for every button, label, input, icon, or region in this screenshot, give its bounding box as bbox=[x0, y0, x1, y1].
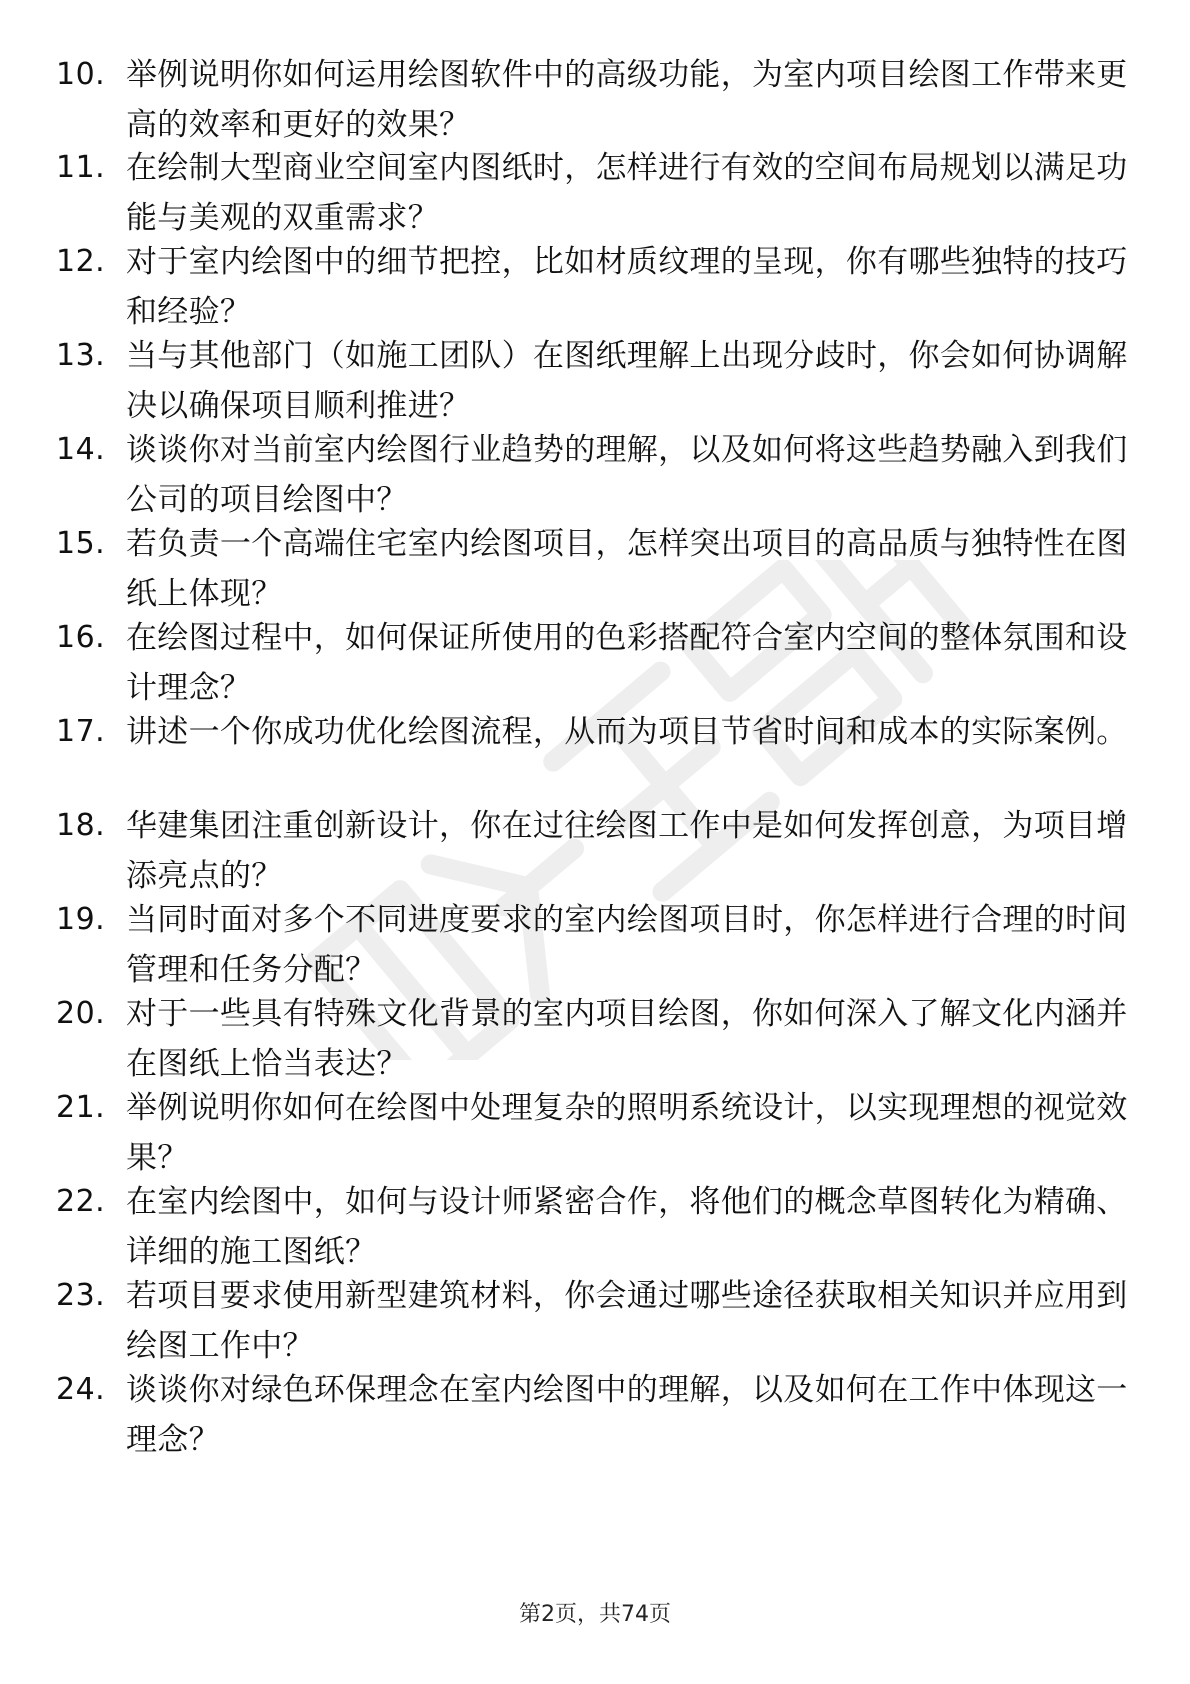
question-item bbox=[0, 50, 1190, 150]
question-text: 在绘制大型商业空间室内图纸时，怎样进行有效的空间布局规划以满足功能与美观的双重需求？ bbox=[126, 150, 1128, 236]
question-text: 对于一些具有特殊文化背景的室内项目绘图，你如何深入了解文化内涵并在图纸上恰当表达？ bbox=[126, 996, 1128, 1082]
question-number: 21. bbox=[56, 1090, 106, 1125]
question-number: 13. bbox=[56, 338, 106, 373]
question-number: 14. bbox=[56, 432, 106, 467]
question-number: 16. bbox=[56, 620, 106, 655]
question-item bbox=[0, 425, 1190, 525]
question-item bbox=[0, 707, 1190, 807]
question-text: 谈谈你对绿色环保理念在室内绘图中的理解，以及如何在工作中体现这一理念？ bbox=[126, 1372, 1128, 1458]
question-number: 23. bbox=[56, 1278, 106, 1313]
question-number: 18. bbox=[56, 808, 106, 843]
question-item bbox=[0, 143, 1190, 243]
question-number: 10. bbox=[56, 57, 106, 92]
question-item bbox=[0, 1271, 1190, 1371]
question-number: 17. bbox=[56, 714, 106, 749]
question-item bbox=[0, 613, 1190, 713]
question-item bbox=[0, 237, 1190, 337]
question-item bbox=[0, 1177, 1190, 1277]
question-item bbox=[0, 989, 1190, 1089]
page-footer: 第2页，共74页 bbox=[519, 1602, 671, 1627]
question-text: 若项目要求使用新型建筑材料，你会通过哪些途径获取相关知识并应用到绘图工作中？ bbox=[126, 1278, 1128, 1364]
question-number: 24. bbox=[56, 1372, 106, 1407]
question-text: 举例说明你如何运用绘图软件中的高级功能，为室内项目绘图工作带来更高的效率和更好的效果？ bbox=[126, 57, 1128, 143]
question-number: 22. bbox=[56, 1184, 106, 1219]
question-text: 在绘图过程中，如何保证所使用的色彩搭配符合室内空间的整体氛围和设计理念？ bbox=[126, 620, 1128, 706]
question-text: 举例说明你如何在绘图中处理复杂的照明系统设计，以实现理想的视觉效果？ bbox=[126, 1090, 1128, 1176]
question-number: 12. bbox=[56, 244, 106, 279]
question-text: 对于室内绘图中的细节把控，比如材质纹理的呈现，你有哪些独特的技巧和经验？ bbox=[126, 244, 1128, 330]
question-item bbox=[0, 331, 1190, 431]
question-number: 11. bbox=[56, 150, 106, 185]
question-text: 讲述一个你成功优化绘图流程，从而为项目节省时间和成本的实际案例。 bbox=[126, 714, 1128, 750]
question-text: 华建集团注重创新设计，你在过往绘图工作中是如何发挥创意，为项目增添亮点的？ bbox=[126, 808, 1128, 894]
question-text: 在室内绘图中，如何与设计师紧密合作，将他们的概念草图转化为精确、详细的施工图纸？ bbox=[126, 1184, 1128, 1270]
question-item bbox=[0, 895, 1190, 995]
question-text: 当同时面对多个不同进度要求的室内绘图项目时，你怎样进行合理的时间管理和任务分配？ bbox=[126, 902, 1128, 988]
question-item bbox=[0, 1365, 1190, 1465]
question-number: 15. bbox=[56, 526, 106, 561]
question-text: 当与其他部门（如施工团队）在图纸理解上出现分歧时，你会如何协调解决以确保项目顺利推进？ bbox=[126, 338, 1128, 424]
question-item bbox=[0, 1083, 1190, 1183]
question-item bbox=[0, 519, 1190, 619]
question-text: 谈谈你对当前室内绘图行业趋势的理解，以及如何将这些趋势融入到我们公司的项目绘图中？ bbox=[126, 432, 1128, 518]
question-number: 20. bbox=[56, 996, 106, 1031]
question-item bbox=[0, 801, 1190, 901]
question-text: 若负责一个高端住宅室内绘图项目，怎样突出项目的高品质与独特性在图纸上体现？ bbox=[126, 526, 1128, 612]
question-number: 19. bbox=[56, 902, 106, 937]
